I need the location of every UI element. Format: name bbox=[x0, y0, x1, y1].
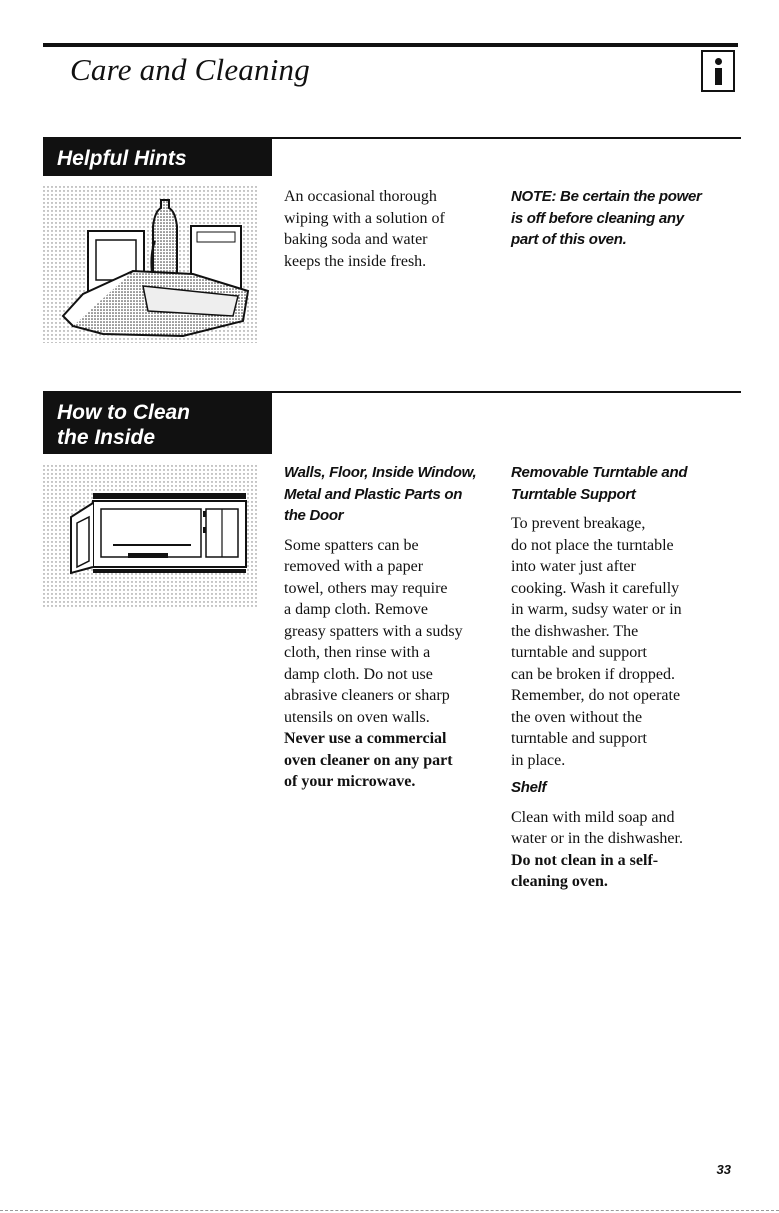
heading-line: the Door bbox=[284, 507, 344, 524]
body-line: towel, others may require bbox=[284, 579, 448, 597]
hints-line: baking soda and water bbox=[284, 231, 428, 248]
body-line: greasy spatters with a sudsy bbox=[284, 622, 463, 640]
warning-line: of your microwave. bbox=[284, 773, 416, 790]
body-line: cloth, then rinse with a bbox=[284, 644, 431, 661]
body-line: Remember, do not operate bbox=[511, 687, 681, 704]
body-line: in warm, sudsy water or in bbox=[511, 601, 682, 618]
note-line: is off before cleaning any bbox=[511, 209, 684, 227]
heading-line: Walls, Floor, Inside Window, bbox=[284, 464, 477, 481]
shelf-body bbox=[511, 807, 751, 893]
body-line: abrasive cleaners or sharp bbox=[284, 687, 450, 704]
warning-line: oven cleaner on any part bbox=[284, 751, 453, 769]
hints-text bbox=[284, 186, 499, 272]
body-line: cooking. Wash it carefully bbox=[511, 579, 680, 597]
bottom-edge bbox=[0, 1210, 779, 1211]
cleaning-supplies-illustration bbox=[43, 186, 259, 343]
note-line: NOTE: Be certain the power bbox=[511, 188, 702, 205]
body-line: a damp cloth. Remove bbox=[284, 601, 428, 618]
info-icon bbox=[701, 50, 735, 92]
body-line: Some spatters can be bbox=[284, 536, 419, 554]
warning-line: cleaning oven. bbox=[511, 873, 608, 890]
turntable-body bbox=[511, 513, 751, 771]
turntable-column bbox=[511, 462, 751, 893]
header-rule bbox=[43, 43, 738, 47]
body-line: Clean with mild soap and bbox=[511, 808, 675, 826]
microwave-illustration bbox=[43, 465, 259, 607]
page-title: Care and Cleaning bbox=[70, 52, 310, 87]
warning-line: Never use a commercial bbox=[284, 730, 447, 747]
hints-line: wiping with a solution of bbox=[284, 209, 445, 227]
body-line: the dishwasher. The bbox=[511, 622, 639, 640]
body-line: removed with a paper bbox=[284, 558, 424, 575]
walls-column bbox=[284, 462, 509, 793]
body-line: To prevent breakage, bbox=[511, 515, 646, 532]
heading-line: Removable Turntable and bbox=[511, 464, 688, 481]
body-line: the oven without the bbox=[511, 708, 643, 726]
inside-tab bbox=[43, 391, 272, 454]
page-number: 33 bbox=[716, 1162, 731, 1177]
body-line: in place. bbox=[511, 751, 566, 769]
heading-line: Turntable Support bbox=[511, 485, 636, 503]
heading-line: Metal and Plastic Parts on bbox=[284, 485, 463, 503]
hints-line: An occasional thorough bbox=[284, 188, 437, 205]
inside-tab-line: How to Clean bbox=[57, 401, 191, 424]
inside-tab-line: the Inside bbox=[57, 426, 156, 449]
power-note bbox=[511, 186, 751, 251]
body-line: damp cloth. Do not use bbox=[284, 665, 433, 683]
body-line: into water just after bbox=[511, 558, 636, 575]
warning-line: Do not clean in a self- bbox=[511, 851, 659, 869]
walls-heading bbox=[284, 462, 509, 527]
turntable-heading bbox=[511, 462, 751, 505]
body-line: do not place the turntable bbox=[511, 536, 674, 554]
walls-body bbox=[284, 535, 509, 793]
shelf-heading: Shelf bbox=[511, 779, 547, 796]
body-line: utensils on oven walls. bbox=[284, 708, 430, 726]
body-line: turntable and support bbox=[511, 730, 647, 747]
body-line: water or in the dishwasher. bbox=[511, 830, 683, 847]
body-line: turntable and support bbox=[511, 644, 647, 661]
hints-tab bbox=[43, 137, 272, 176]
body-line: can be broken if dropped. bbox=[511, 665, 675, 683]
note-line: part of this oven. bbox=[511, 231, 627, 248]
hints-tab-label: Helpful Hints bbox=[57, 147, 187, 170]
hints-line: keeps the inside fresh. bbox=[284, 252, 427, 270]
